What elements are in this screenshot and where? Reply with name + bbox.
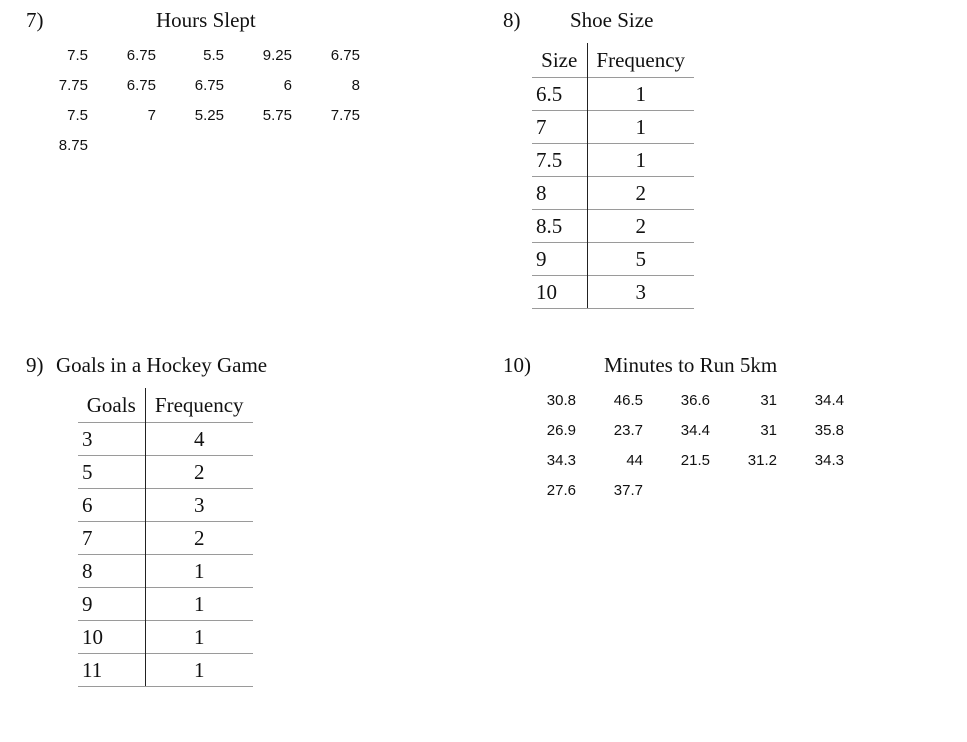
data-value: 21.5 <box>680 452 710 469</box>
data-value: 6.75 <box>330 47 360 64</box>
table-row <box>78 621 253 654</box>
value-cell: 6.5 <box>532 78 587 111</box>
data-value: 8.75 <box>58 137 88 154</box>
value-cell: 8 <box>532 177 587 210</box>
hockey-goals-table <box>78 388 253 687</box>
frequency-cell: 2 <box>145 522 253 555</box>
problem-7-title: Hours Slept <box>156 8 256 32</box>
problem-8-number: 8) <box>503 8 521 32</box>
table-row <box>532 243 694 276</box>
table-row <box>78 489 253 522</box>
frequency-cell: 5 <box>587 243 694 276</box>
value-cell: 10 <box>78 621 145 654</box>
data-value: 34.3 <box>546 452 576 469</box>
problem-7-number: 7) <box>26 8 44 32</box>
frequency-cell: 2 <box>587 177 694 210</box>
data-value: 26.9 <box>546 422 576 439</box>
table-row <box>78 654 253 687</box>
data-value: 7.5 <box>67 107 88 124</box>
value-cell: 7.5 <box>532 144 587 177</box>
table-row <box>78 456 253 489</box>
data-value: 31 <box>760 392 777 409</box>
frequency-cell: 2 <box>145 456 253 489</box>
hours-slept-data <box>40 41 360 161</box>
table-row <box>78 555 253 588</box>
data-value: 31 <box>760 422 777 439</box>
frequency-cell: 4 <box>145 423 253 456</box>
data-value: 6 <box>283 77 292 94</box>
data-value: 6.75 <box>126 47 156 64</box>
shoe-size-table <box>532 43 694 309</box>
problem-10-title: Minutes to Run 5km <box>604 353 778 377</box>
value-cell: 9 <box>78 588 145 621</box>
value-cell: 9 <box>532 243 587 276</box>
data-value: 7.5 <box>67 47 88 64</box>
data-value: 35.8 <box>814 422 844 439</box>
data-value: 9.25 <box>262 47 292 64</box>
data-value: 7.75 <box>330 107 360 124</box>
data-value: 30.8 <box>546 392 576 409</box>
data-value: 5.75 <box>262 107 292 124</box>
data-value: 7.75 <box>58 77 88 94</box>
value-cell: 7 <box>78 522 145 555</box>
table-row <box>78 423 253 456</box>
data-value: 34.4 <box>814 392 844 409</box>
frequency-cell: 2 <box>587 210 694 243</box>
data-value: 6.75 <box>126 77 156 94</box>
data-value: 6.75 <box>194 77 224 94</box>
frequency-cell: 1 <box>145 555 253 588</box>
data-value: 5.5 <box>203 47 224 64</box>
frequency-cell: 1 <box>587 144 694 177</box>
data-value: 23.7 <box>613 422 643 439</box>
data-value: 34.4 <box>680 422 710 439</box>
frequency-cell: 1 <box>587 78 694 111</box>
run-minutes-data <box>540 386 844 506</box>
table-row <box>78 588 253 621</box>
table-row <box>532 144 694 177</box>
table-row <box>532 111 694 144</box>
table-header-row <box>532 43 694 78</box>
problem-8-title: Shoe Size <box>570 8 654 32</box>
value-cell: 3 <box>78 423 145 456</box>
frequency-cell: 1 <box>145 654 253 687</box>
frequency-cell: 1 <box>587 111 694 144</box>
table-row <box>532 210 694 243</box>
data-value: 27.6 <box>546 482 576 499</box>
value-cell: 10 <box>532 276 587 309</box>
data-value: 36.6 <box>680 392 710 409</box>
column-header: Frequency <box>154 392 244 417</box>
table-row <box>532 276 694 309</box>
frequency-cell: 3 <box>145 489 253 522</box>
data-value: 7 <box>147 107 156 124</box>
data-value: 8 <box>351 77 360 94</box>
problem-9-number: 9) <box>26 353 44 377</box>
data-value: 46.5 <box>613 392 643 409</box>
column-header: Frequency <box>596 47 686 72</box>
data-value: 44 <box>626 452 643 469</box>
problem-9-title: Goals in a Hockey Game <box>56 353 268 377</box>
value-cell: 6 <box>78 489 145 522</box>
value-cell: 11 <box>78 654 145 687</box>
table-header-row <box>78 388 253 423</box>
value-cell: 5 <box>78 456 145 489</box>
data-value: 31.2 <box>747 452 777 469</box>
frequency-cell: 1 <box>145 621 253 654</box>
table-row <box>532 78 694 111</box>
table-row <box>78 522 253 555</box>
data-value: 5.25 <box>194 107 224 124</box>
value-cell: 8 <box>78 555 145 588</box>
column-header: Size <box>532 43 587 78</box>
frequency-cell: 3 <box>587 276 694 309</box>
value-cell: 8.5 <box>532 210 587 243</box>
data-value: 34.3 <box>814 452 844 469</box>
column-header: Goals <box>78 388 145 423</box>
problem-10-number: 10) <box>503 353 531 377</box>
table-row <box>532 177 694 210</box>
value-cell: 7 <box>532 111 587 144</box>
frequency-cell: 1 <box>145 588 253 621</box>
data-value: 37.7 <box>613 482 643 499</box>
